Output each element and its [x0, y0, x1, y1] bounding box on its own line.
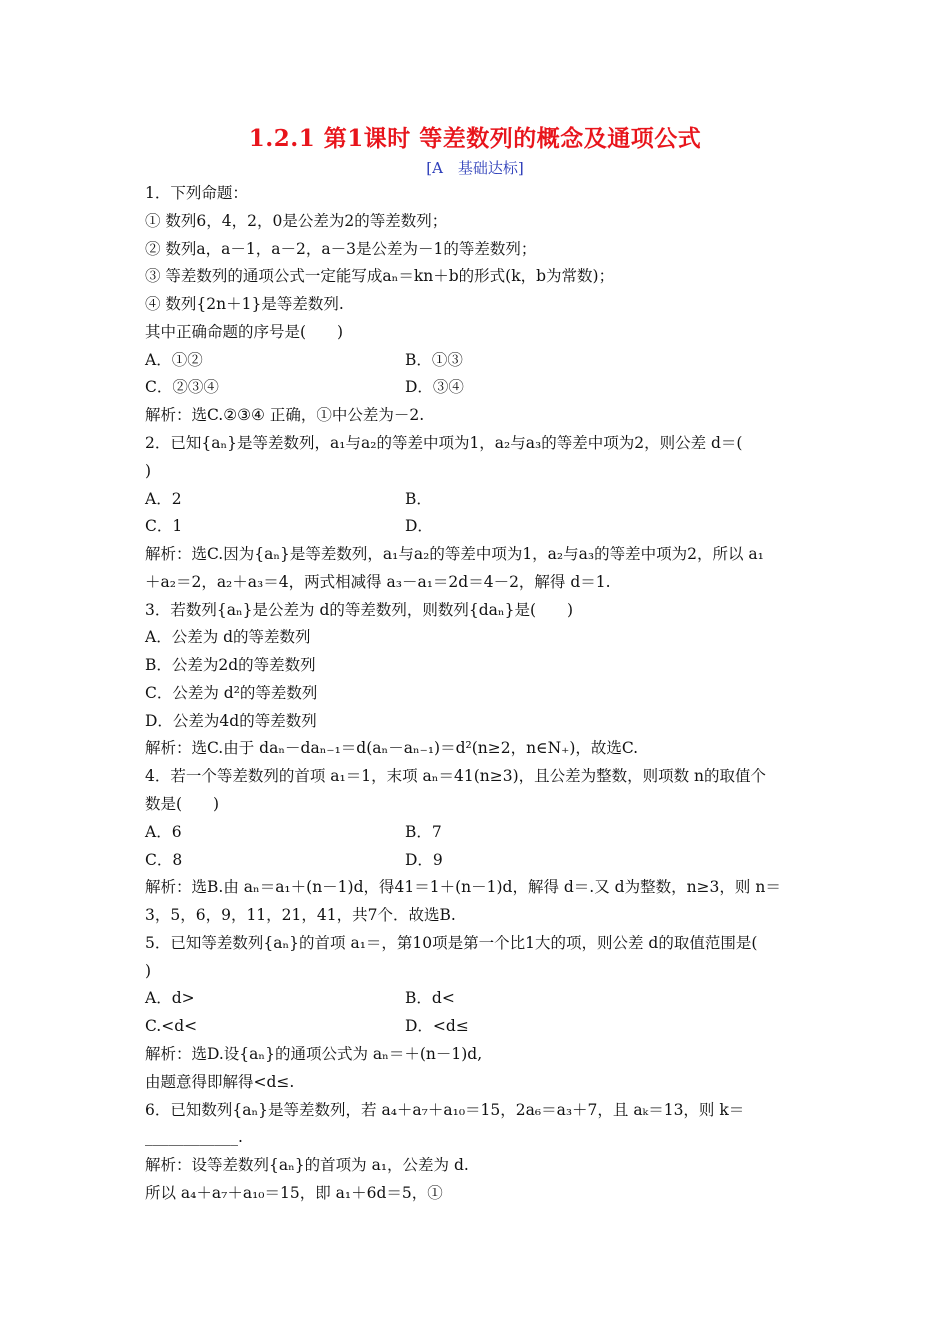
option-c: C．②③④	[145, 378, 219, 396]
option-d: D．公差为4d的等差数列	[145, 712, 317, 730]
option-a: A．2	[145, 490, 182, 508]
answer-4-cont: 3，5，6，9，11，21，41，共7个．故选B.	[145, 906, 456, 924]
answer-3: 解析：选C.由于 daₙ－daₙ₋₁＝d(aₙ－aₙ₋₁)＝d²(n≥2，n∈N₊)，故选C.	[145, 739, 639, 757]
statement-3: ③ 等差数列的通项公式一定能写成aₙ＝kn＋b的形式(k，b为常数)；	[145, 267, 615, 285]
answer-6-cont: 所以 a₄＋a₇＋a₁₀＝15，即 a₁＋6d＝5，①	[145, 1184, 443, 1202]
option-a: A．公差为 d的等差数列	[145, 628, 311, 646]
option-b: B．	[405, 490, 432, 508]
answer-2-cont: ＋a₂＝2，a₂＋a₃＝4，两式相减得 a₃－a₁＝2d＝4－2，解得 d＝1.	[145, 573, 611, 591]
option-b: B．d<	[405, 989, 455, 1007]
question-1-prompt: 其中正确命题的序号是( )	[145, 323, 344, 341]
question-4-stem: 4．若一个等差数列的首项 a₁＝1，末项 aₙ＝41(n≥3)，且公差为整数，则项数 n的取值个	[145, 767, 767, 785]
section-subtitle: [A 基础达标]	[426, 159, 524, 177]
option-a: A．d>	[145, 989, 195, 1007]
question-5-stem: 5．已知等差数列{aₙ}的首项 a₁＝，第10项是第一个比1大的项，则公差 d的取值范围是(	[145, 934, 758, 952]
question-2-stem-cont: )	[145, 462, 152, 480]
statement-1: ① 数列6，4，2，0是公差为2的等差数列；	[145, 212, 448, 230]
option-c: C.<d<	[145, 1017, 198, 1035]
question-6-stem: 6．已知数列{aₙ}是等差数列，若 a₄＋a₇＋a₁₀＝15，2a₆＝a₃＋7，且 aₖ＝13，则 k＝	[145, 1101, 745, 1119]
option-d: D．③④	[405, 378, 464, 396]
option-d: D．<d≤	[405, 1017, 469, 1035]
answer-5-cont: 由题意得即解得<d≤.	[145, 1073, 295, 1091]
answer-5: 解析：选D.设{aₙ}的通项公式为 aₙ＝＋(n－1)d,	[145, 1045, 483, 1063]
option-b: B．①③	[405, 351, 463, 369]
option-c: C．公差为 d²的等差数列	[145, 684, 318, 702]
answer-4: 解析：选B.由 aₙ＝a₁＋(n－1)d，得41＝1＋(n－1)d，解得 d＝.又 d为整数，n≥3，则 n＝	[145, 878, 781, 896]
option-c: C．1	[145, 517, 183, 535]
page-title: 1.2.1 第1课时 等差数列的概念及通项公式	[248, 125, 702, 152]
statement-2: ② 数列a，a－1，a－2，a－3是公差为－1的等差数列；	[145, 240, 537, 258]
question-4-stem-cont: 数是( )	[145, 795, 220, 813]
question-2-stem: 2．已知{aₙ}是等差数列，a₁与a₂的等差中项为1，a₂与a₃的等差中项为2，则公差 d＝(	[145, 434, 743, 452]
question-6-blank: ____________.	[145, 1128, 243, 1146]
option-b: B．7	[405, 823, 442, 841]
option-c: C．8	[145, 851, 183, 869]
option-a: A．6	[145, 823, 182, 841]
question-5-stem-cont: )	[145, 962, 152, 980]
answer-6: 解析：设等差数列{aₙ}的首项为 a₁，公差为 d.	[145, 1156, 469, 1174]
option-b: B．公差为2d的等差数列	[145, 656, 316, 674]
question-1-stem: 1．下列命题：	[145, 184, 248, 202]
statement-4: ④ 数列{2n＋1}是等差数列.	[145, 295, 344, 313]
option-a: A．①②	[145, 351, 203, 369]
answer-1: 解析：选C.②③④ 正确，①中公差为－2.	[145, 406, 425, 424]
option-d: D．9	[405, 851, 443, 869]
question-3-stem: 3．若数列{aₙ}是公差为 d的等差数列，则数列{daₙ}是( )	[145, 601, 574, 619]
option-d: D．	[405, 517, 433, 535]
answer-2: 解析：选C.因为{aₙ}是等差数列，a₁与a₂的等差中项为1，a₂与a₃的等差中项为2，所以 a₁	[145, 545, 764, 563]
